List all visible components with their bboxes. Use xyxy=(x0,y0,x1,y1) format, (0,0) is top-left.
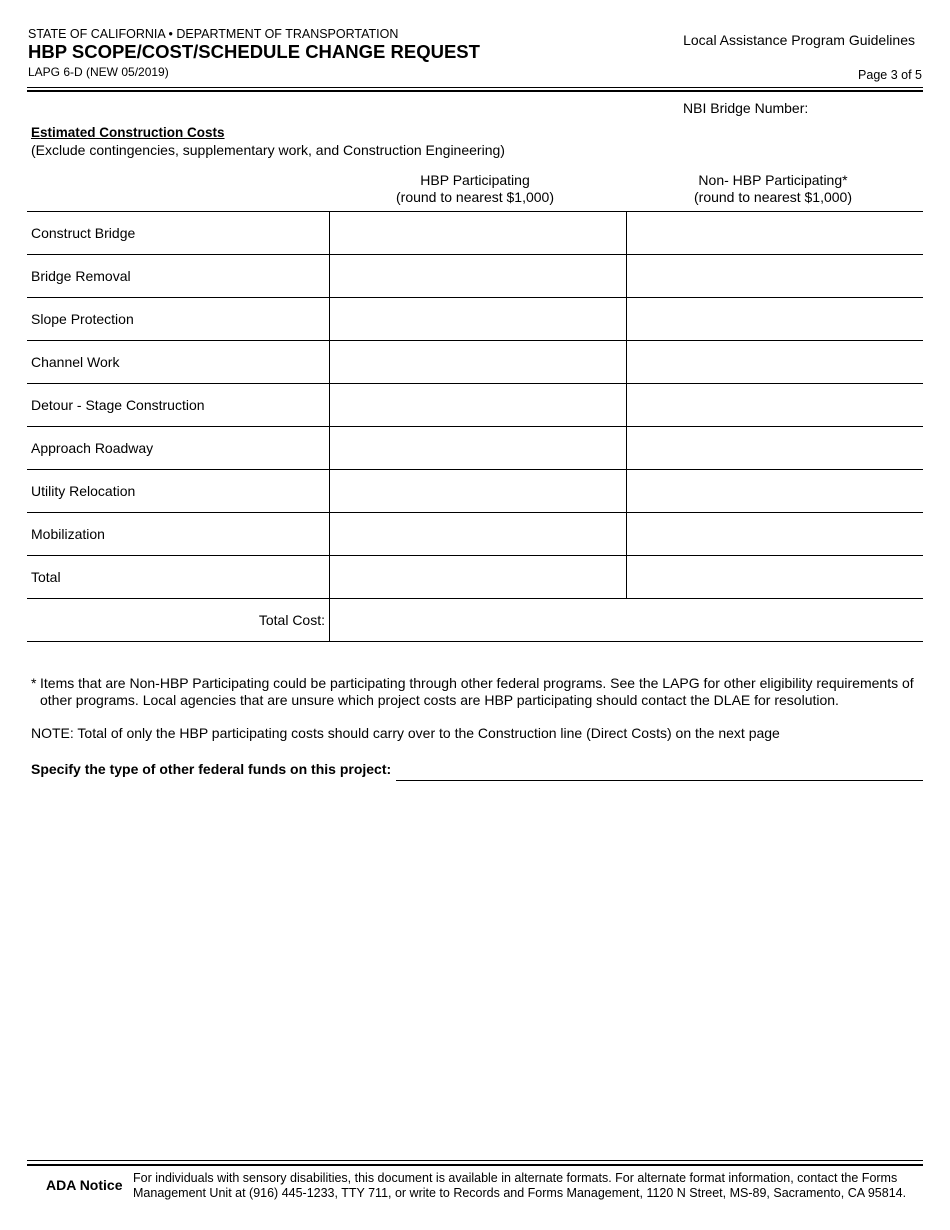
non-hbp-cost-field[interactable] xyxy=(626,212,923,255)
column-header-non-hbp-note: (round to nearest $1,000) xyxy=(694,189,852,205)
row-label: Bridge Removal xyxy=(27,255,330,298)
row-label: Approach Roadway xyxy=(27,427,330,470)
guidelines-label: Local Assistance Program Guidelines xyxy=(683,32,915,48)
construction-costs-table xyxy=(27,211,923,642)
footnote xyxy=(31,675,921,709)
form-number: LAPG 6-D (NEW 05/2019) xyxy=(28,65,169,79)
note-text: NOTE: Total of only the HBP participating costs should carry over to the Construction line (Direct Costs) on the next page xyxy=(31,725,780,741)
ada-notice-title: ADA Notice xyxy=(46,1177,123,1193)
form-title: HBP SCOPE/COST/SCHEDULE CHANGE REQUEST xyxy=(28,41,480,62)
table-row xyxy=(27,384,923,427)
section-subtitle: (Exclude contingencies, supplementary work, and Construction Engineering) xyxy=(31,142,505,158)
other-federal-funds-field[interactable] xyxy=(396,780,923,781)
non-hbp-cost-field[interactable] xyxy=(626,427,923,470)
row-label: Construct Bridge xyxy=(27,212,330,255)
header-divider xyxy=(27,87,923,88)
footnote-text: Items that are Non-HBP Participating could be participating through other federal programs. See the LAPG for other eligibility requirements of other programs. Local agencies that are unsure which project costs are HBP participating should contact the DLAE for resolution. xyxy=(40,675,914,708)
nbi-bridge-number-label: NBI Bridge Number: xyxy=(683,100,809,116)
table-row xyxy=(27,341,923,384)
hbp-cost-field[interactable] xyxy=(330,298,627,341)
table-row xyxy=(27,255,923,298)
hbp-cost-field[interactable] xyxy=(330,427,627,470)
total-cost-row xyxy=(27,599,923,642)
footnote-marker: * xyxy=(31,675,37,691)
non-hbp-cost-field[interactable] xyxy=(626,556,923,599)
hbp-cost-field[interactable] xyxy=(330,513,627,556)
column-header-hbp xyxy=(326,172,624,206)
non-hbp-cost-field[interactable] xyxy=(626,513,923,556)
total-cost-field[interactable] xyxy=(330,599,924,642)
header-divider-thick xyxy=(27,90,923,92)
hbp-cost-field[interactable] xyxy=(330,341,627,384)
footer-divider-thick xyxy=(27,1164,923,1166)
hbp-cost-field[interactable] xyxy=(330,384,627,427)
column-header-non-hbp-title: Non- HBP Participating* xyxy=(698,172,848,188)
ada-notice-text: For individuals with sensory disabilities, this document is available in alternate formats. For alternate format information, contact the Forms Management Unit at (916) 445-1233, TTY 711, or write to Records and Forms Management, 1120 N Street, MS-89, Sacramento, CA 95814. xyxy=(133,1171,907,1200)
other-federal-funds-label: Specify the type of other federal funds on this project: xyxy=(31,761,392,777)
row-label: Utility Relocation xyxy=(27,470,330,513)
table-row xyxy=(27,427,923,470)
table-row xyxy=(27,513,923,556)
row-label: Detour - Stage Construction xyxy=(27,384,330,427)
table-row xyxy=(27,212,923,255)
footer-divider xyxy=(27,1160,923,1161)
hbp-cost-field[interactable] xyxy=(330,556,627,599)
hbp-cost-field[interactable] xyxy=(330,212,627,255)
row-label: Total xyxy=(27,556,330,599)
table-row xyxy=(27,298,923,341)
hbp-cost-field[interactable] xyxy=(330,470,627,513)
table-row xyxy=(27,470,923,513)
hbp-cost-field[interactable] xyxy=(330,255,627,298)
total-cost-label: Total Cost: xyxy=(27,599,330,642)
section-title: Estimated Construction Costs xyxy=(31,125,225,140)
row-label: Channel Work xyxy=(27,341,330,384)
page-number: Page 3 of 5 xyxy=(858,68,922,82)
non-hbp-cost-field[interactable] xyxy=(626,298,923,341)
non-hbp-cost-field[interactable] xyxy=(626,341,923,384)
table-row xyxy=(27,556,923,599)
non-hbp-cost-field[interactable] xyxy=(626,470,923,513)
agency-line: STATE OF CALIFORNIA • DEPARTMENT OF TRANSPORTATION xyxy=(28,27,399,41)
non-hbp-cost-field[interactable] xyxy=(626,255,923,298)
column-header-non-hbp xyxy=(624,172,922,206)
non-hbp-cost-field[interactable] xyxy=(626,384,923,427)
row-label: Mobilization xyxy=(27,513,330,556)
column-header-hbp-title: HBP Participating xyxy=(420,172,530,188)
column-header-hbp-note: (round to nearest $1,000) xyxy=(396,189,554,205)
row-label: Slope Protection xyxy=(27,298,330,341)
